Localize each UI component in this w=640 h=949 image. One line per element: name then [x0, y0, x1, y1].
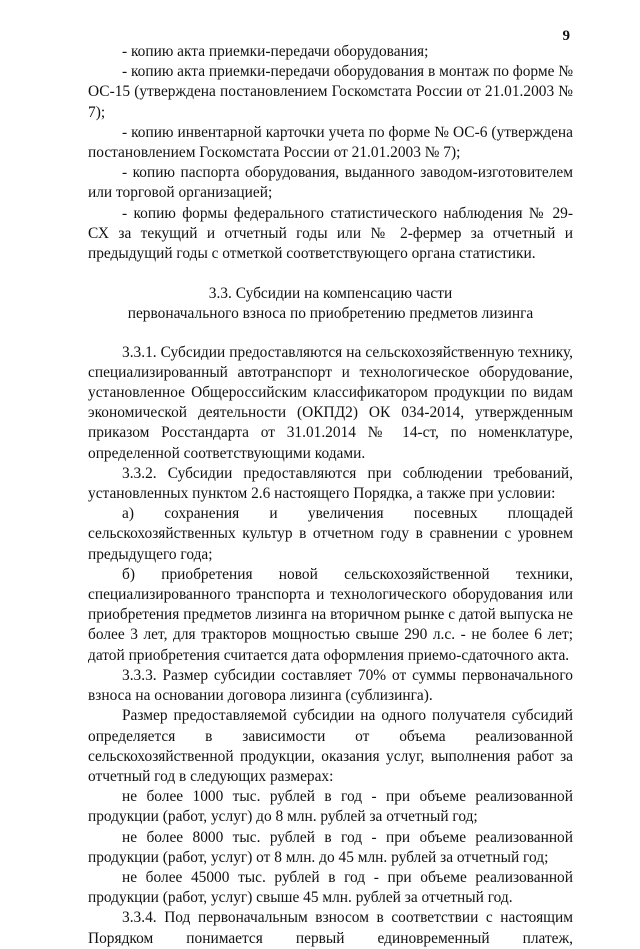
condition-b: б) приобретения новой сельскохозяйственной техники, специализированного транспорта и технологического оборудования или приобретения предметов лизинга на вторичном рынке с датой выпуска не более 3 лет, для тракторов мощностью свыше 290 л.с. - не более 6 лет; датой приобретения считается дата оформления приемо-сдаточного акта.	[88, 565, 573, 664]
list-item: - копию акта приемки-передачи оборудования;	[122, 43, 429, 60]
document-body	[88, 42, 573, 949]
list-item: - копию паспорта оборудования, выданного заводом-изготовителем или торговой организацией;	[88, 164, 573, 202]
section-heading-line-2: первоначального взноса по приобретению предметов лизинга	[127, 305, 534, 323]
list-item: - копию формы федерального статистического наблюдения № 29-СХ за текущий и отчетный годы или № 2-фермер за отчетный и предыдущий годы с отметкой соответствующего органа статистики.	[88, 204, 573, 263]
condition-a: а) сохранения и увеличения посевных площадей сельскохозяйственных культур в отчетном году в сравнении с уровнем предыдущего года;	[88, 505, 573, 563]
section-heading	[88, 284, 573, 324]
paragraph-3-3-2: 3.3.2. Субсидии предоставляются при соблюдении требований, установленных пунктом 2.6 настоящего Порядка, а также при условии:	[88, 464, 573, 503]
subsidy-tier-3: не более 45000 тыс. рублей в год - при объеме реализованной продукции (работ, услуг) свыше 45 млн. рублей за отчетный год.	[88, 868, 573, 907]
paragraph-subsidy-size: Размер предоставляемой субсидии на одного получателя субсидий определяется в зависимости от объема реализованной сельскохозяйственной продукции, оказания услуг, выполнения работ за отчетный год в следующих размерах:	[88, 707, 573, 785]
list-item: - копию инвентарной карточки учета по форме № ОС-6 (утверждена постановлением Госкомстата России от 21.01.2003 № 7);	[88, 123, 573, 162]
page-number: 9	[562, 28, 570, 44]
subsidy-tier-2: не более 8000 тыс. рублей в год - при объеме реализованной продукции (работ, услуг) от 8 млн. до 45 млн. рублей за отчетный год;	[88, 828, 573, 866]
paragraph-3-3-4: 3.3.4. Под первоначальным взносом в соответствии с настоящим Порядком понимается первый единовременный платеж,	[88, 909, 573, 947]
subsidy-tier-1: не более 1000 тыс. рублей в год - при объеме реализованной продукции (работ, услуг) до 8 млн. рублей за отчетный год;	[88, 788, 573, 826]
list-item: - копию акта приемки-передачи оборудования в монтаж по форме № ОС-15 (утверждена постановлением Госкомстата России от 21.01.2003 № 7);	[88, 63, 574, 121]
section-heading-line-1: 3.3. Субсидии на компенсацию части	[208, 285, 453, 303]
paragraph-3-3-3: 3.3.3. Размер субсидии составляет 70% от суммы первоначального взноса на основании договора лизинга (сублизинга).	[88, 666, 573, 705]
paragraph-3-3-1: 3.3.1. Субсидии предоставляются на сельскохозяйственную технику, специализированный автотранспорт и технологическое оборудование, установленное Общероссийским классификатором продукции по видам экономической деятельности (ОКПД2) ОК 034-2014, утвержденным приказом Росстандарта от 31.01.2014 № 14-ст, по номенклатуре, определенной соответствующими кодами.	[88, 343, 573, 462]
